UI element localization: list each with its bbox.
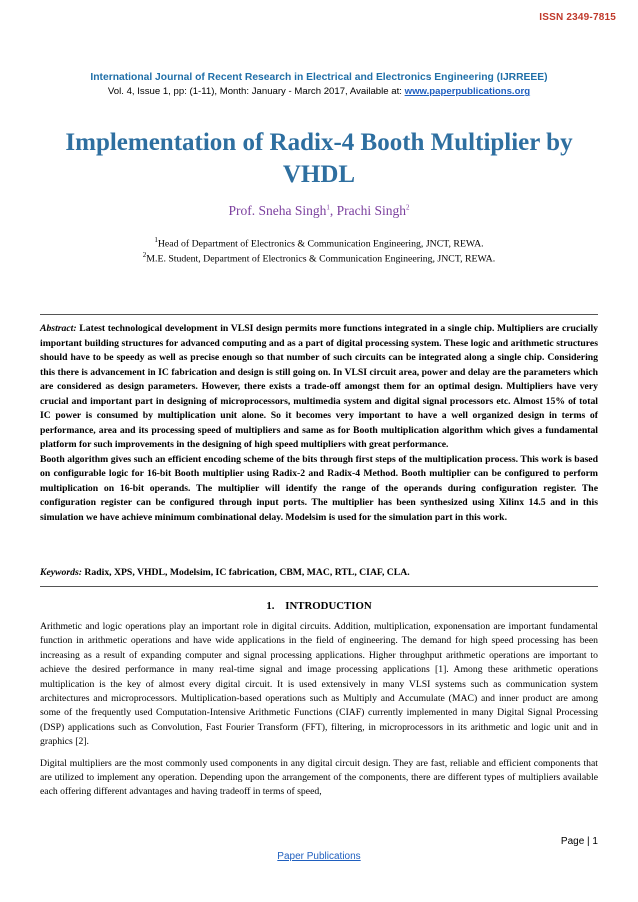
- abstract-label: Abstract:: [40, 323, 77, 334]
- affiliation-2: [0, 251, 638, 264]
- abstract-text-1: Latest technological development in VLSI design permits more functions integrated in a single chip. Multipliers are crucially important building structures for advanced computing and as a part of digital processing system. These logic and arithmetic structures should have to be speedy as well as precise enough so that number of such circuits can be integrated along a single chip. Considering this there is advancement in IC fabrication and design is still going on. In VLSI circuit area, power and delay are the parameters which are considered as design parameters. However, there exists a trade-off amongst them for an optimal design. Multipliers have very crucial and important part in designing of microprocessors, multimedia system and digital signal processors etc. Almost 15% of total IC power is consumed by multiplication unit alone. So it becomes very important to have a well organized design in terms of performance, area and its processing speed of multipliers and same as for Booth multiplication algorithm which gives a fundamental platform for such improvements in the designing of high speed multipliers with great performance.: [40, 323, 598, 450]
- keywords-text: Radix, XPS, VHDL, Modelsim, IC fabrication, CBM, MAC, RTL, CIAF, CLA.: [84, 567, 410, 578]
- volume-text: Vol. 4, Issue 1, pp: (1-11), Month: January - March 2017, Available at:: [107, 86, 405, 97]
- abstract-paragraph-1: [40, 322, 598, 453]
- introduction-body: [40, 620, 598, 807]
- author-2-sup: 2: [406, 203, 410, 212]
- author-line: [0, 203, 638, 219]
- abstract-paragraph-2: Booth algorithm gives such an efficient encoding scheme of the bits through first steps of the multiplication process. This work is based on configurable logic for 16-bit Booth multiplier using Radix-2 and Radix-4 Method. Booth multiplier can be configured to perform multiplication on 16-bit operands. The multiplier will identify the range of the operands during configuration register. The configuration register can be configured through input ports. The multiplier has been synthesized using Xilinx 14.5 and in this simulation we have achieve minimum combinational delay. Modelsim is used for the simulation part in this work.: [40, 453, 598, 523]
- journal-url-link[interactable]: www.paperpublications.org: [404, 86, 531, 97]
- abstract: [40, 322, 598, 525]
- affiliation-2-sup: 2: [142, 251, 147, 259]
- keywords: [40, 567, 598, 578]
- intro-paragraph-2: Digital multipliers are the most commonly used components in any digital circuit design. They are fast, reliable and efficient components that are utilized to implement any operation. Depending upon the arrangement of the components, there are different types of multipliers available each offering different advantages and having tradeoff in terms of speed,: [40, 757, 598, 798]
- author-2-name: Prachi Singh: [336, 203, 406, 218]
- author-separator: ,: [329, 203, 337, 218]
- section-heading-introduction: 1. INTRODUCTION: [266, 600, 372, 612]
- keywords-label: Keywords:: [40, 567, 82, 578]
- footer-publisher-link[interactable]: Paper Publications: [277, 851, 361, 862]
- affiliation-1: [0, 236, 638, 249]
- affiliation-1-text: Head of Department of Electronics & Communication Engineering, JNCT, REWA.: [157, 238, 484, 250]
- author-1-name: Prof. Sneha Singh: [228, 203, 327, 218]
- affiliation-2-text: M.E. Student, Department of Electronics & Communication Engineering, JNCT, REWA.: [146, 253, 496, 265]
- divider-bottom: [40, 586, 598, 587]
- issn-label: ISSN 2349-7815: [539, 12, 616, 23]
- journal-name: International Journal of Recent Research in Electrical and Electronics Engineering (IJRREEE): [90, 72, 548, 83]
- affiliation-1-sup: 1: [154, 236, 158, 244]
- author-1-sup: 1: [326, 203, 330, 212]
- divider-top: [40, 314, 598, 315]
- intro-paragraph-1: Arithmetic and logic operations play an important role in digital circuits. Addition, multiplication, exponensation are important fundamental function in arithmetic operations and have wide applications in the field of engineering. The demand for high speed processing has been increasing as a result of expanding computer and signal processing applications. Higher throughput arithmetic operations are important to achieve the desired performance in many real-time signal and image processing applications [1]. Among these arithmetic operations multiplication is the key of almost every digital circuit. It is used extensively in many VLSI systems such as communication system architectures and microprocessors. Multiplication-based operations such as Multiply and Accumulate (MAC) and inner product are among some of the frequently used Computation-Intensive Arithmetic Functions (CIAF) currently implemented in many Digital Signal Processing (DSP) applications such as Convolution, Fast Fourier Transform (FFT), filtering, in microprocessors in its arithmetic and logic unit and in graphics [2].: [40, 621, 598, 748]
- paper-title: Implementation of Radix-4 Booth Multiplier by VHDL: [65, 129, 573, 188]
- volume-line: [0, 86, 638, 97]
- page-number: Page | 1: [560, 836, 598, 847]
